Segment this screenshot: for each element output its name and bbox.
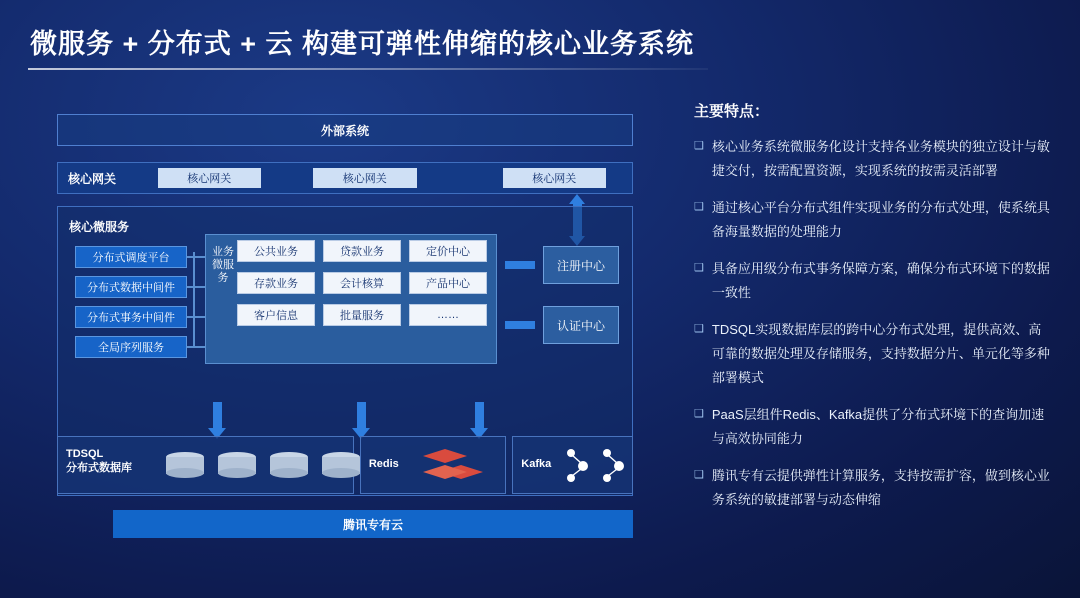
gateway-row xyxy=(57,162,633,194)
service-chip-public: 公共业务 xyxy=(237,240,315,262)
service-chip-pricing: 定价中心 xyxy=(409,240,487,262)
db-cylinder-icon xyxy=(166,452,204,478)
redis-label: Redis xyxy=(368,458,399,470)
service-chip-loan: 贷款业务 xyxy=(323,240,401,262)
feature-text: PaaS层组件Redis、Kafka提供了分布式环境下的查询加速与高效协同能力 xyxy=(711,407,1045,446)
arrow-panel-registry xyxy=(505,261,535,269)
bullet-square-icon: ❑ xyxy=(694,408,704,420)
component-data-middleware: 分布式数据中间件 xyxy=(75,276,187,298)
registry-center: 注册中心 xyxy=(543,246,619,284)
connector-left-1 xyxy=(187,256,205,258)
connector-left-bus xyxy=(193,252,195,348)
gateway-chip-2: 核心网关 xyxy=(313,168,416,188)
feature-text: 腾讯专有云提供弹性计算服务，支持按需扩容，做到核心业务系统的敏捷部署与动态伸缩 xyxy=(711,468,1050,507)
gateway-chip-3: 核心网关 xyxy=(503,168,606,188)
feature-text: 核心业务系统微服务化设计支持各业务模块的独立设计与敏捷交付，按需配置资源，实现系统的按需灵活部署 xyxy=(711,139,1050,178)
service-chip-product: 产品中心 xyxy=(409,272,487,294)
kafka-icon xyxy=(563,447,629,490)
bullet-square-icon: ❑ xyxy=(694,469,704,481)
arrow-panel-auth xyxy=(505,321,535,329)
tdsql-cylinders xyxy=(166,452,360,478)
page-title: 微服务 + 分布式 + 云 构建可弹性伸缩的核心业务系统 xyxy=(30,29,695,59)
business-microservice-label: 业务微服务 xyxy=(212,246,234,284)
connector-left-2 xyxy=(187,286,205,288)
arrow-core-db-1 xyxy=(213,402,222,430)
connector-left-3 xyxy=(187,316,205,318)
feature-item xyxy=(694,464,1054,512)
architecture-diagram xyxy=(55,106,635,546)
bullet-square-icon: ❑ xyxy=(694,262,704,274)
service-chip-grid xyxy=(237,240,493,326)
data-layer-row xyxy=(57,436,633,494)
external-system-bar: 外部系统 xyxy=(57,114,633,146)
component-transaction-middleware: 分布式事务中间件 xyxy=(75,306,187,328)
gateway-title: 核心网关 xyxy=(68,171,117,186)
service-chip-customer: 客户信息 xyxy=(237,304,315,326)
core-microservices-label: 核心微服务 xyxy=(69,220,130,234)
feature-item xyxy=(694,135,1054,183)
db-cylinder-icon xyxy=(218,452,256,478)
service-chip-more: …… xyxy=(409,304,487,326)
features-panel xyxy=(694,100,1054,525)
feature-text: 通过核心平台分布式组件实现业务的分布式处理，使系统具备海量数据的处理能力 xyxy=(711,200,1050,239)
arrow-up-head xyxy=(569,194,585,204)
tdsql-cell xyxy=(57,436,354,494)
connector-left-4 xyxy=(187,346,205,348)
service-chip-deposit: 存款业务 xyxy=(237,272,315,294)
db-cylinder-icon xyxy=(322,452,360,478)
redis-icon xyxy=(423,445,487,492)
title-divider xyxy=(28,68,708,70)
features-heading: 主要特点： xyxy=(694,103,770,120)
component-global-sequence: 全局序列服务 xyxy=(75,336,187,358)
feature-item xyxy=(694,403,1054,451)
gateway-chip-1: 核心网关 xyxy=(158,168,261,188)
bullet-square-icon: ❑ xyxy=(694,201,704,213)
feature-text: 具备应用级分布式事务保障方案，确保分布式环境下的数据一致性 xyxy=(711,261,1050,300)
auth-center: 认证中心 xyxy=(543,306,619,344)
db-cylinder-icon xyxy=(270,452,308,478)
redis-cell xyxy=(360,436,506,494)
bullet-square-icon: ❑ xyxy=(694,323,704,335)
kafka-label: Kafka xyxy=(521,458,552,470)
bullet-square-icon: ❑ xyxy=(694,140,704,152)
service-chip-accounting: 会计核算 xyxy=(323,272,401,294)
component-scheduler: 分布式调度平台 xyxy=(75,246,187,268)
feature-item xyxy=(694,196,1054,244)
arrow-core-db-2 xyxy=(357,402,366,430)
feature-text: TDSQL实现数据库层的跨中心分布式处理，提供高效、高可靠的数据处理及存储服务，支持数据分片、单元化等多种部署模式 xyxy=(711,322,1050,385)
service-chip-batch: 批量服务 xyxy=(323,304,401,326)
feature-item xyxy=(694,257,1054,305)
arrow-core-db-3 xyxy=(475,402,484,430)
kafka-cell xyxy=(512,436,633,494)
feature-item xyxy=(694,318,1054,390)
tdsql-label: TDSQL 分布式数据库 xyxy=(66,448,132,474)
cloud-bar: 腾讯专有云 xyxy=(113,510,633,538)
